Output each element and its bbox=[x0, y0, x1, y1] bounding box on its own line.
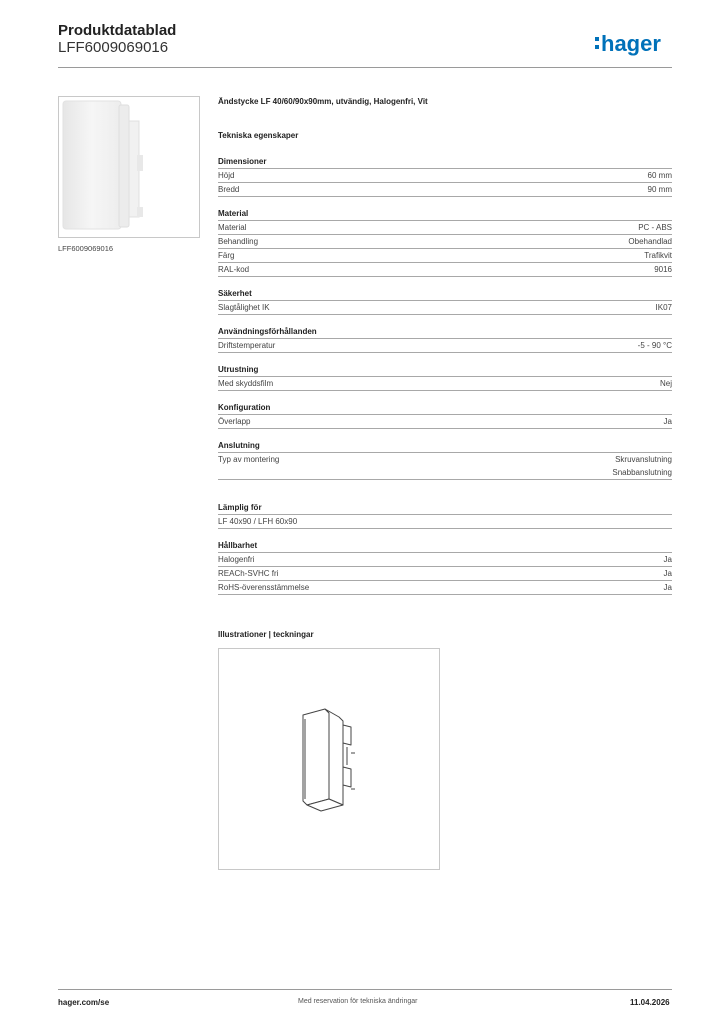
spec-row bbox=[218, 263, 672, 277]
section-title: Anslutning bbox=[218, 440, 672, 453]
section-title: Konfiguration bbox=[218, 402, 672, 415]
spec-value: IK07 bbox=[655, 303, 672, 312]
spec-label: RAL-kod bbox=[218, 265, 250, 274]
spec-row bbox=[218, 301, 672, 315]
section-sustainability bbox=[218, 540, 672, 595]
spec-value: 60 mm bbox=[647, 171, 672, 180]
spec-value-line: Snabbanslutning bbox=[612, 468, 672, 477]
thumbnail-caption: LFF6009069016 bbox=[58, 244, 114, 253]
spec-label: REACh-SVHC fri bbox=[218, 569, 279, 578]
illustrations-heading: Illustrationer | teckningar bbox=[218, 630, 314, 639]
spec-row bbox=[218, 221, 672, 235]
spec-label: Typ av montering bbox=[218, 455, 280, 464]
spec-row bbox=[218, 169, 672, 183]
spec-label: Halogenfri bbox=[218, 555, 255, 564]
spec-row bbox=[218, 515, 672, 529]
spec-label: Höjd bbox=[218, 171, 235, 180]
spec-value: Ja bbox=[663, 417, 672, 426]
svg-text:hager: hager bbox=[601, 31, 661, 56]
section-title: Hållbarhet bbox=[218, 540, 672, 553]
spec-value: Ja bbox=[663, 583, 672, 592]
section-title: Dimensioner bbox=[218, 156, 672, 169]
section-title: Användningsförhållanden bbox=[218, 326, 672, 339]
footer-website: hager.com/se bbox=[58, 998, 110, 1007]
spec-value-line: Skruvanslutning bbox=[615, 455, 672, 464]
section-title: Material bbox=[218, 208, 672, 221]
spec-value: 90 mm bbox=[647, 185, 672, 194]
specs-heading: Tekniska egenskaper bbox=[218, 131, 299, 140]
spec-label: RoHS-överensstämmelse bbox=[218, 583, 310, 592]
spec-table bbox=[218, 156, 672, 595]
header-divider bbox=[58, 67, 672, 68]
spec-label: Material bbox=[218, 223, 247, 232]
section-usage-conditions bbox=[218, 326, 672, 353]
product-description: Ändstycke LF 40/60/90x90mm, utvändig, Halogenfri, Vit bbox=[218, 97, 428, 106]
spec-label: Behandling bbox=[218, 237, 259, 246]
spec-row bbox=[218, 377, 672, 391]
spec-row bbox=[218, 249, 672, 263]
illustration-box bbox=[218, 648, 440, 870]
spec-value: Ja bbox=[663, 569, 672, 578]
section-title: Lämplig för bbox=[218, 502, 672, 515]
spec-value: Nej bbox=[659, 379, 672, 388]
spec-label: Driftstemperatur bbox=[218, 341, 276, 350]
spec-label: Bredd bbox=[218, 185, 240, 194]
spec-value bbox=[612, 453, 672, 479]
spec-value: Trafikvit bbox=[644, 251, 672, 260]
spec-label: Överlapp bbox=[218, 417, 251, 426]
section-connection bbox=[218, 440, 672, 480]
section-title: Säkerhet bbox=[218, 288, 672, 301]
footer-divider bbox=[58, 989, 672, 990]
section-equipment bbox=[218, 364, 672, 391]
spec-value: Obehandlad bbox=[628, 237, 672, 246]
spec-row bbox=[218, 553, 672, 567]
spec-row bbox=[218, 183, 672, 197]
spec-label: LF 40x90 / LFH 60x90 bbox=[218, 517, 298, 526]
spec-value: -5 - 90 °C bbox=[637, 341, 672, 350]
spec-value: Ja bbox=[663, 555, 672, 564]
spec-value: PC - ABS bbox=[638, 223, 672, 232]
product-thumbnail bbox=[58, 96, 200, 238]
spec-row bbox=[218, 581, 672, 595]
spec-label: Med skyddsfilm bbox=[218, 379, 274, 388]
section-safety bbox=[218, 288, 672, 315]
spec-label: Slagtålighet IK bbox=[218, 303, 270, 312]
hager-logo bbox=[594, 28, 678, 58]
section-material bbox=[218, 208, 672, 277]
document-title: Produktdatablad bbox=[58, 22, 177, 39]
product-line-drawing bbox=[219, 649, 439, 869]
spec-row bbox=[218, 453, 672, 480]
spec-row bbox=[218, 415, 672, 429]
spec-value: 9016 bbox=[654, 265, 672, 274]
footer-date: 11.04.2026 bbox=[630, 998, 670, 1007]
section-title: Utrustning bbox=[218, 364, 672, 377]
spec-row bbox=[218, 339, 672, 353]
section-dimensions bbox=[218, 156, 672, 197]
product-thumbnail-image bbox=[59, 97, 199, 237]
section-suitable-for bbox=[218, 502, 672, 529]
footer-disclaimer: Med reservation för tekniska ändringar bbox=[298, 998, 418, 1005]
spec-row bbox=[218, 235, 672, 249]
spec-label: Färg bbox=[218, 251, 235, 260]
section-configuration bbox=[218, 402, 672, 429]
product-code: LFF6009069016 bbox=[58, 39, 169, 56]
spec-row bbox=[218, 567, 672, 581]
